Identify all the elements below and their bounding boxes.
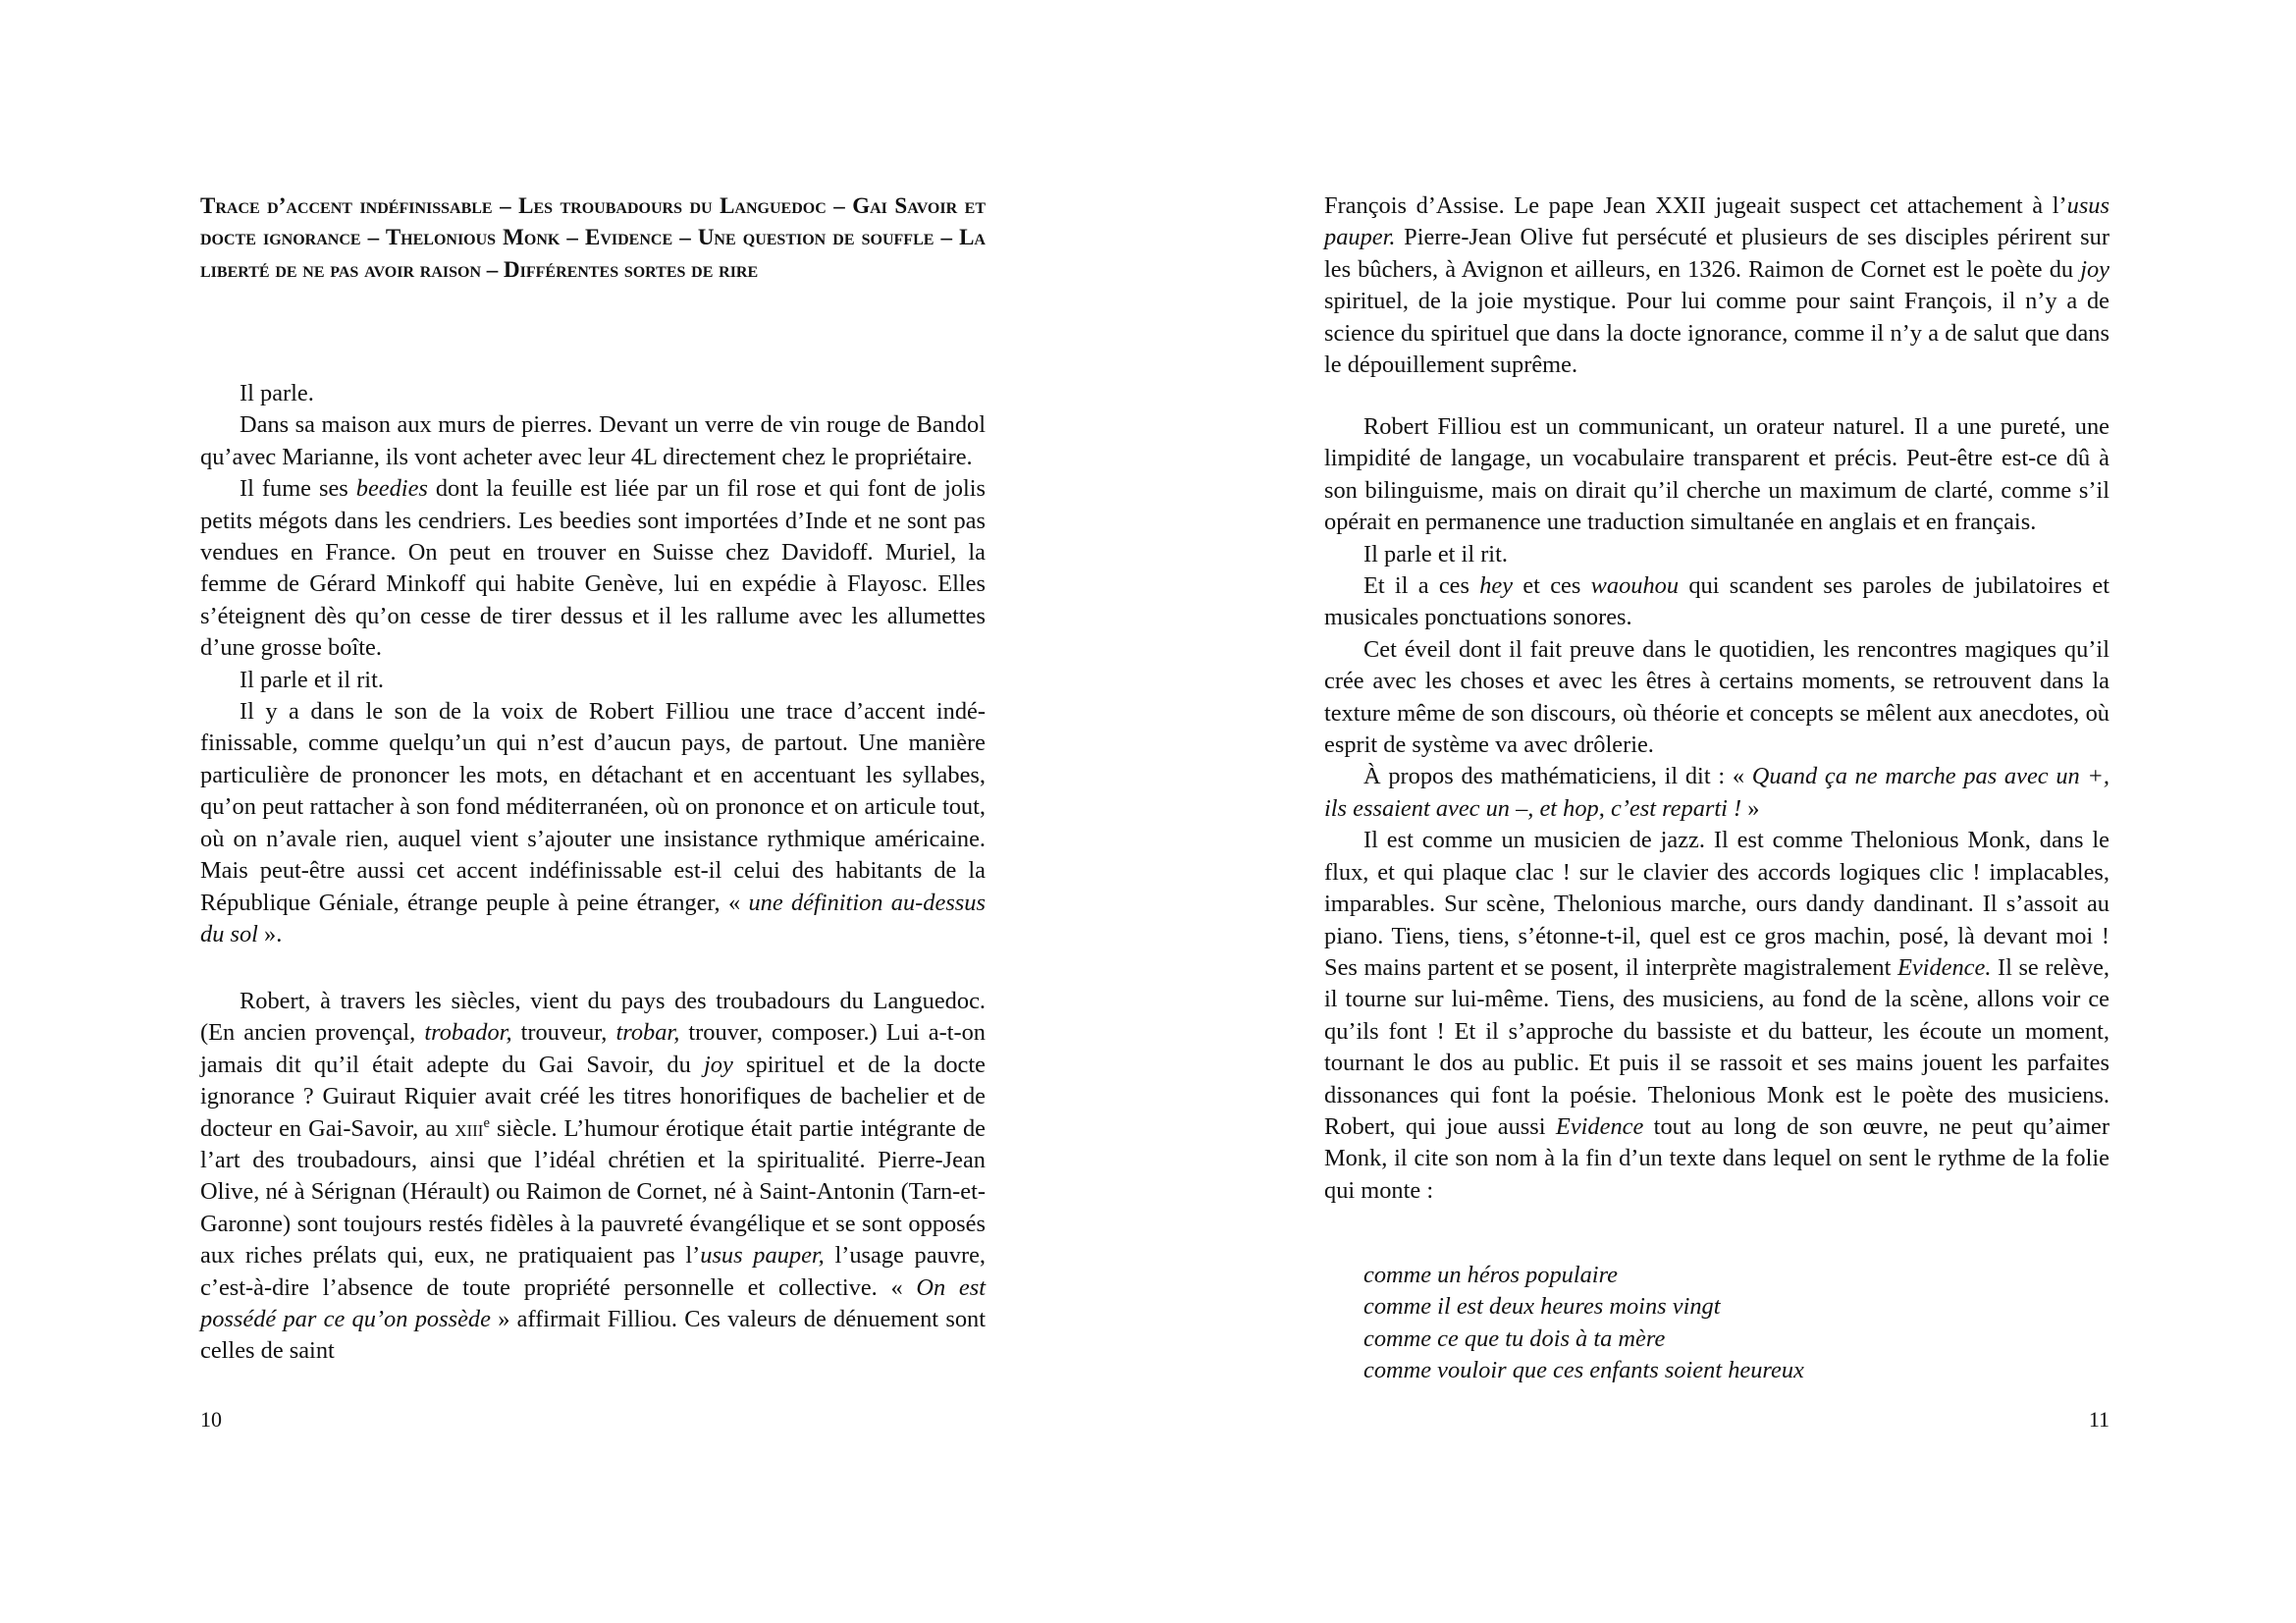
paragraph: Robert Filliou est un communicant, un orateur naturel. Il a une pureté, une limpidité de langage, un vocabulaire transparent et précis. Peut-être est-ce dû à son bilinguisme, mais on dirait qu’il cherche un maximum de clarté, comme s’il opérait en permanence une traduction simultanée en anglais et en français. xyxy=(1324,413,2109,536)
verse-line: comme un héros populaire xyxy=(1363,1262,1618,1288)
verse-quote xyxy=(1324,1260,2109,1387)
verse-line: comme il est deux heures moins vingt xyxy=(1363,1293,1721,1321)
page-number-left: 10 xyxy=(200,1407,222,1432)
paragraph: Robert, à travers les siècles, vient du pays des troubadours du Languedoc. (En ancien provençal, trobador, trouveur, trobar, trouver, composer.) Lui a-t-on jamais dit qu’il était adepte du Gai Savoir, du joy spirituel et de la docte ignorance ? Guiraut Riquier avait créé les titres honorifiques de bachelier et de docteur en Gai-Savoir, au xiii$^e$ siècle. L’humour érotique était partie intégrante de l’art des troubadours, ainsi que l’idéal chrétien et la spiritualité. Pierre-Jean Olive, né à Sérignan (Hérault) ou Raimon de Cornet, né à Saint-Antonin (Tarn-et-Garonne) sont toujours restés fidèles à la pauvreté évangélique et se sont opposés aux riches prélats qui, eux, ne pratiquaient pas l’usus pauper, l’usage pauvre, c’est-à-dire l’absence de toute propriété personnelle et collective. « On est possédé par ce qu’on possède » affirmait Filliou. Ces valeurs de dénuement sont celles de saint xyxy=(200,988,986,1365)
paragraph: Il parle et il rit. xyxy=(240,666,384,693)
paragraph: Et il a ces hey et ces waouhou qui scandent ses paroles de jubilatoires et musicales ponctuations sonores. xyxy=(1324,572,2109,631)
right-page xyxy=(1324,0,2109,1623)
left-text-block-2 xyxy=(200,986,986,1368)
paragraph: Il parle et il rit. xyxy=(1363,540,1508,568)
paragraph: Il fume ses beedies dont la feuille est liée par un fil rose et qui font de jolis petits mégots dans les cendriers. Les beedies sont importées d’Inde et ne sont pas vendues en France. On peut en trouver en Suisse chez Davidoff. Muriel, la femme de Gérard Minkoff qui habite Genève, lui en expédie à Flayosc. Elles s’éteignent dès qu’on cesse de tirer dessus et il les rallume avec les allumettes d’une grosse boîte. xyxy=(200,475,986,662)
left-text-block-1 xyxy=(200,378,986,950)
left-page xyxy=(200,0,986,1623)
paragraph: François d’Assise. Le pape Jean XXII jugeait suspect cet attachement à l’usus pauper. Pierre-Jean Olive fut persécuté et plusieurs de ses disciples périrent sur les bûchers, à Avignon et ailleurs, en 1326. Raimon de Cornet est le poète du joy spirituel, de la joie mystique. Pour lui comme pour saint François, il n’y a de science du spirituel que dans la docte ignorance, comme il n’y a de salut que dans le dépouillement suprême. xyxy=(1324,192,2109,379)
page-number-right: 11 xyxy=(2088,1407,2109,1432)
chapter-summary-heading: Trace d’accent indéfinissable – Les troubadours du Languedoc – Gai Savoir et docte ignorance – Thelonious Monk – Evidence – Une question de souffle – La liberté de ne pas avoir raison – Différentes sortes de rire xyxy=(200,193,986,282)
right-text-block-2 xyxy=(1324,411,2109,1207)
right-text-block-1 xyxy=(1324,190,2109,381)
verse-line: comme vouloir que ces enfants soient heureux xyxy=(1363,1357,1804,1384)
paragraph: À propos des mathématiciens, il dit : « Quand ça ne marche pas avec un +, ils essaient avec un –, et hop, c’est reparti ! » xyxy=(1324,763,2109,822)
paragraph: Il parle. xyxy=(240,380,314,406)
paragraph: Il est comme un musicien de jazz. Il est comme Thelonious Monk, dans le flux, et qui plaque clac ! sur le clavier des accords logiques clic ! implacables, imparables. Sur scène, Thelonious marche, ours dandy dandinant. Il s’assoit au piano. Tiens, tiens, s’étonne-t-il, quel est ce gros machin, posé, là devant moi ! Ses mains partent et se posent, il interprète magistralement Evidence. Il se relève, il tourne sur lui-même. Tiens, des musiciens, au fond de la scène, allons voir ce qu’ils font ! Et il s’approche du bassiste et du batteur, les écoute un moment, tournant le dos au public. Et puis il se rassoit et ses mains jouent les parfaites dissonances qui font la poésie. Thelonious Monk est le poète des musiciens. Robert, qui joue aussi Evidence tout au long de son œuvre, ne peut qu’aimer Monk, il cite son nom à la fin d’un texte dans lequel on sent le rythme de la folie qui monte : xyxy=(1324,827,2109,1204)
paragraph: Dans sa maison aux murs de pierres. Devant un verre de vin rouge de Bandol qu’avec Marianne, ils vont acheter avec leur 4L directement chez le propriétaire. xyxy=(200,411,986,470)
verse-line: comme ce que tu dois à ta mère xyxy=(1363,1325,1666,1352)
paragraph: Il y a dans le son de la voix de Robert Filliou une trace d’accent indéfinissable, comme quelqu’un qui n’est d’aucun pays, de partout. Une manière particulière de prononcer les mots, en détachant et en accentuant les syllabes, qu’on peut rattacher à son fond méditerranéen, où on prononce et on articule tout, où on n’avale rien, auquel vient s’ajouter une insistance rythmique américaine. Mais peut-être aussi cet accent indéfinissable est-il celui des habitants de la République Géniale, étrange peuple à peine étranger, « une définition au-dessus du sol ». xyxy=(200,698,986,947)
paragraph: Cet éveil dont il fait preuve dans le quotidien, les rencontres magiques qu’il crée avec les choses et avec les êtres à certains moments, se retrouvent dans la texture même de son discours, où théorie et concepts se mêlent aux anecdotes, où esprit de système va avec drôlerie. xyxy=(1324,635,2109,759)
